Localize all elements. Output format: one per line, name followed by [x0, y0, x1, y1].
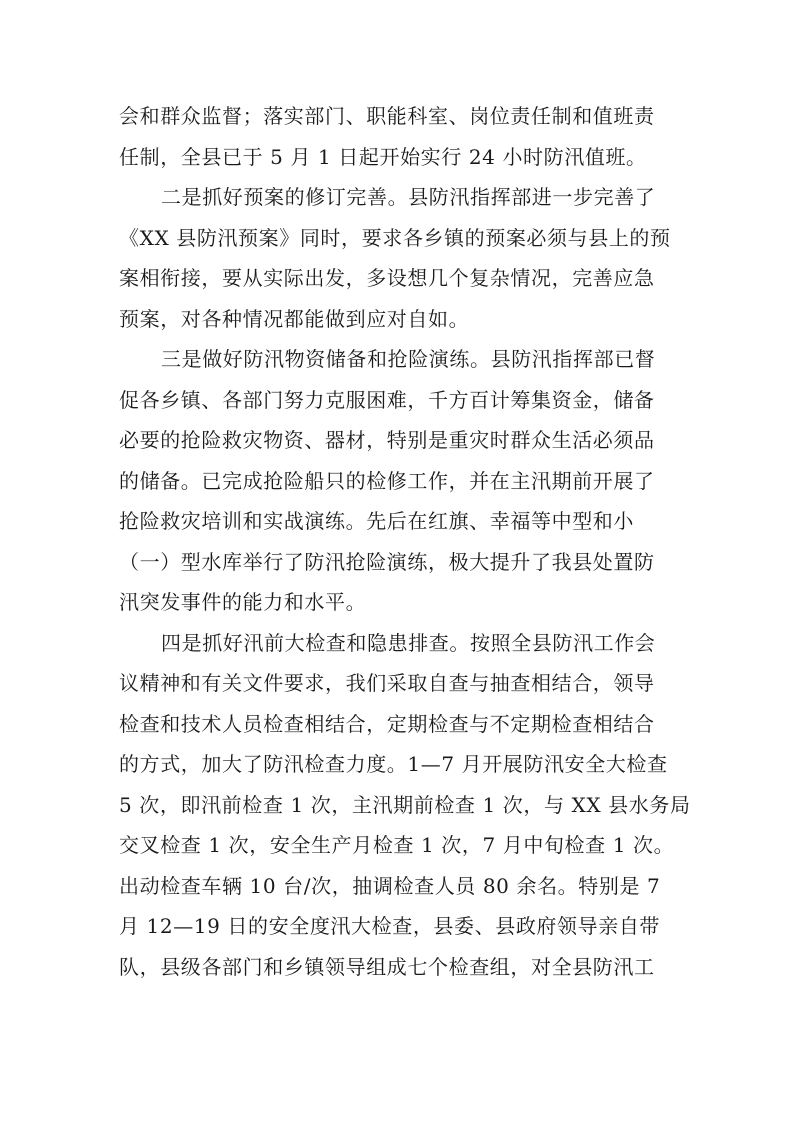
text-line: 议精神和有关文件要求，我们采取自查与抽查相结合，领导: [119, 671, 655, 695]
text-line: 《XX 县防汛预案》同时，要求各乡镇的预案必须与县上的预: [119, 225, 671, 250]
text-line: 任制，全县已于 5 月 1 日起开始实行 24 小时防汛值班。: [119, 144, 647, 169]
paragraph-start-line: 四是抓好汛前大检查和隐患排查。按照全县防汛工作会: [161, 630, 656, 655]
text-line: 队，县级各部门和乡镇领导组成七个检查组，对全县防汛工: [119, 954, 655, 979]
text-line: 抢险救灾培训和实战演练。先后在红旗、幸福等中型和小: [119, 509, 634, 533]
text-line: 交叉检查 1 次，安全生产月检查 1 次，7 月中旬检查 1 次。: [119, 833, 675, 857]
text-line: 5 次，即汛前检查 1 次，主汛期前检查 1 次，与 XX 县水务局: [119, 792, 691, 817]
paragraph-start-line: 二是抓好预案的修订完善。县防汛指挥部进一步完善了: [161, 185, 656, 209]
text-line: 案相衔接，要从实际出发，多设想几个复杂情况，完善应急: [119, 266, 655, 290]
text-line: 促各乡镇、各部门努力克服困难，千方百计筹集资金，储备: [119, 387, 655, 412]
text-line: （一）型水库举行了防汛抢险演练，极大提升了我县处置防: [119, 549, 655, 574]
text-line: 出动检查车辆 10 台/次，抽调检查人员 80 余名。特别是 7: [119, 873, 661, 898]
text-line: 的储备。已完成抢险船只的检修工作，并在主汛期前开展了: [119, 468, 655, 493]
text-line: 月 12—19 日的安全度汛大检查，县委、县政府领导亲自带: [119, 914, 661, 938]
text-line: 检查和技术人员检查相结合，定期检查与不定期检查相结合: [119, 711, 655, 736]
text-line: 会和群众监督；落实部门、职能科室、岗位责任制和值班责: [119, 104, 655, 128]
text-line: 汛突发事件的能力和水平。: [119, 590, 367, 614]
paragraph-start-line: 三是做好防汛物资储备和抢险演练。县防汛指挥部已督: [161, 347, 656, 371]
text-line: 的方式，加大了防汛检查力度。1—7 月开展防汛安全大检查: [119, 752, 668, 776]
text-line: 预案，对各种情况都能做到应对自如。: [119, 306, 470, 331]
text-line: 必要的抢险救灾物资、器材，特别是重灾时群众生活必须品: [119, 428, 655, 452]
document-body: [119, 96, 691, 987]
